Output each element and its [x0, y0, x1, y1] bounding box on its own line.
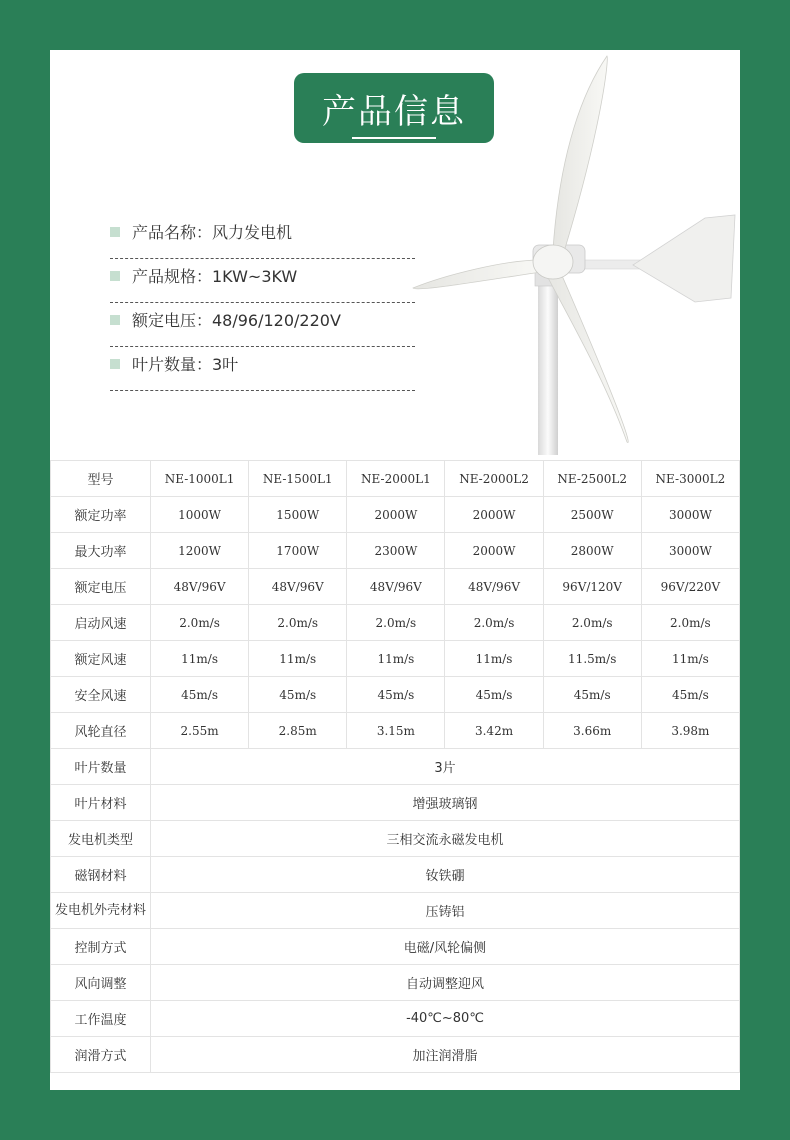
bullet-square-icon: [110, 315, 120, 325]
row-label: 风轮直径: [51, 713, 151, 749]
value-cell: 2.0m/s: [641, 605, 739, 641]
value-cell: 2300W: [347, 533, 445, 569]
span-value-cell: 增强玻璃钢: [151, 785, 740, 821]
value-cell: 11m/s: [445, 641, 543, 677]
model-cell: NE-2500L2: [543, 461, 641, 497]
span-value-cell: 3片: [151, 749, 740, 785]
info-text: 产品规格：1KW~3KW: [132, 267, 298, 286]
table-row: [51, 497, 740, 533]
row-label: 工作温度: [51, 1001, 151, 1037]
table-row: [51, 569, 740, 605]
value-cell: 3000W: [641, 497, 739, 533]
value-cell: 2800W: [543, 533, 641, 569]
table-row: [51, 605, 740, 641]
model-cell: NE-2000L2: [445, 461, 543, 497]
table-row: [51, 533, 740, 569]
value-cell: 2.55m: [151, 713, 249, 749]
row-label: 叶片材料: [51, 785, 151, 821]
value-cell: 2.0m/s: [445, 605, 543, 641]
row-label: 叶片数量: [51, 749, 151, 785]
row-label: 发电机类型: [51, 821, 151, 857]
row-label: 发电机外壳材料: [51, 893, 151, 929]
span-value-cell: 压铸铝: [151, 893, 740, 929]
table-row: [51, 461, 740, 497]
table-row: [51, 857, 740, 893]
info-text: 额定电压：48/96/120/220V: [132, 311, 341, 330]
span-value-cell: -40℃~80℃: [151, 1001, 740, 1037]
table-row: [51, 965, 740, 1001]
row-label: 风向调整: [51, 965, 151, 1001]
span-value-cell: 自动调整迎风: [151, 965, 740, 1001]
value-cell: 45m/s: [151, 677, 249, 713]
row-label: 启动风速: [51, 605, 151, 641]
value-cell: 48V/96V: [347, 569, 445, 605]
value-cell: 1700W: [249, 533, 347, 569]
value-cell: 48V/96V: [249, 569, 347, 605]
value-cell: 11m/s: [641, 641, 739, 677]
value-cell: 3000W: [641, 533, 739, 569]
value-cell: 1000W: [151, 497, 249, 533]
product-info-card: [50, 50, 740, 1090]
value-cell: 11m/s: [347, 641, 445, 677]
value-cell: 48V/96V: [445, 569, 543, 605]
info-item: [110, 215, 415, 259]
value-cell: 2.0m/s: [151, 605, 249, 641]
table-row: [51, 677, 740, 713]
row-label: 润滑方式: [51, 1037, 151, 1073]
rotor-hub: [533, 245, 573, 279]
table-row: [51, 1001, 740, 1037]
value-cell: 2000W: [445, 533, 543, 569]
page-title: 产品信息: [322, 84, 466, 133]
table-row: [51, 713, 740, 749]
table-row: [51, 749, 740, 785]
row-label: 磁钢材料: [51, 857, 151, 893]
table-row: [51, 785, 740, 821]
span-value-cell: 钕铁硼: [151, 857, 740, 893]
value-cell: 48V/96V: [151, 569, 249, 605]
value-cell: 2000W: [347, 497, 445, 533]
info-text: 叶片数量：3叶: [132, 355, 239, 374]
value-cell: 2000W: [445, 497, 543, 533]
value-cell: 3.42m: [445, 713, 543, 749]
info-text: 产品名称：风力发电机: [132, 223, 293, 242]
info-item: [110, 303, 415, 347]
value-cell: 2.0m/s: [543, 605, 641, 641]
wind-turbine-illustration: [405, 50, 745, 455]
value-cell: 96V/120V: [543, 569, 641, 605]
value-cell: 1500W: [249, 497, 347, 533]
span-value-cell: 三相交流永磁发电机: [151, 821, 740, 857]
table-row: [51, 641, 740, 677]
value-cell: 3.15m: [347, 713, 445, 749]
value-cell: 2500W: [543, 497, 641, 533]
header-label: 型号: [51, 461, 151, 497]
value-cell: 2.0m/s: [347, 605, 445, 641]
model-cell: NE-2000L1: [347, 461, 445, 497]
row-label: 额定风速: [51, 641, 151, 677]
table-row: [51, 1037, 740, 1073]
model-cell: NE-1000L1: [151, 461, 249, 497]
value-cell: 2.0m/s: [249, 605, 347, 641]
table-row: [51, 821, 740, 857]
info-item: [110, 347, 415, 391]
bullet-square-icon: [110, 227, 120, 237]
value-cell: 96V/220V: [641, 569, 739, 605]
value-cell: 11.5m/s: [543, 641, 641, 677]
value-cell: 45m/s: [249, 677, 347, 713]
bullet-square-icon: [110, 359, 120, 369]
info-list: [110, 215, 415, 391]
value-cell: 45m/s: [347, 677, 445, 713]
row-label: 安全风速: [51, 677, 151, 713]
row-label: 最大功率: [51, 533, 151, 569]
tail-fin: [633, 215, 735, 302]
model-cell: NE-1500L1: [249, 461, 347, 497]
tower-pole: [538, 280, 558, 455]
value-cell: 11m/s: [151, 641, 249, 677]
table-row: [51, 929, 740, 965]
row-label: 额定功率: [51, 497, 151, 533]
value-cell: 45m/s: [641, 677, 739, 713]
value-cell: 3.66m: [543, 713, 641, 749]
blade-left: [413, 260, 541, 289]
bullet-square-icon: [110, 271, 120, 281]
model-cell: NE-3000L2: [641, 461, 739, 497]
value-cell: 45m/s: [445, 677, 543, 713]
table-row: [51, 893, 740, 929]
spec-table: [50, 460, 740, 1073]
span-value-cell: 加注润滑脂: [151, 1037, 740, 1073]
span-value-cell: 电磁/风轮偏侧: [151, 929, 740, 965]
value-cell: 3.98m: [641, 713, 739, 749]
value-cell: 1200W: [151, 533, 249, 569]
value-cell: 2.85m: [249, 713, 347, 749]
value-cell: 11m/s: [249, 641, 347, 677]
value-cell: 45m/s: [543, 677, 641, 713]
info-item: [110, 259, 415, 303]
row-label: 额定电压: [51, 569, 151, 605]
blade-up: [553, 56, 607, 255]
row-label: 控制方式: [51, 929, 151, 965]
